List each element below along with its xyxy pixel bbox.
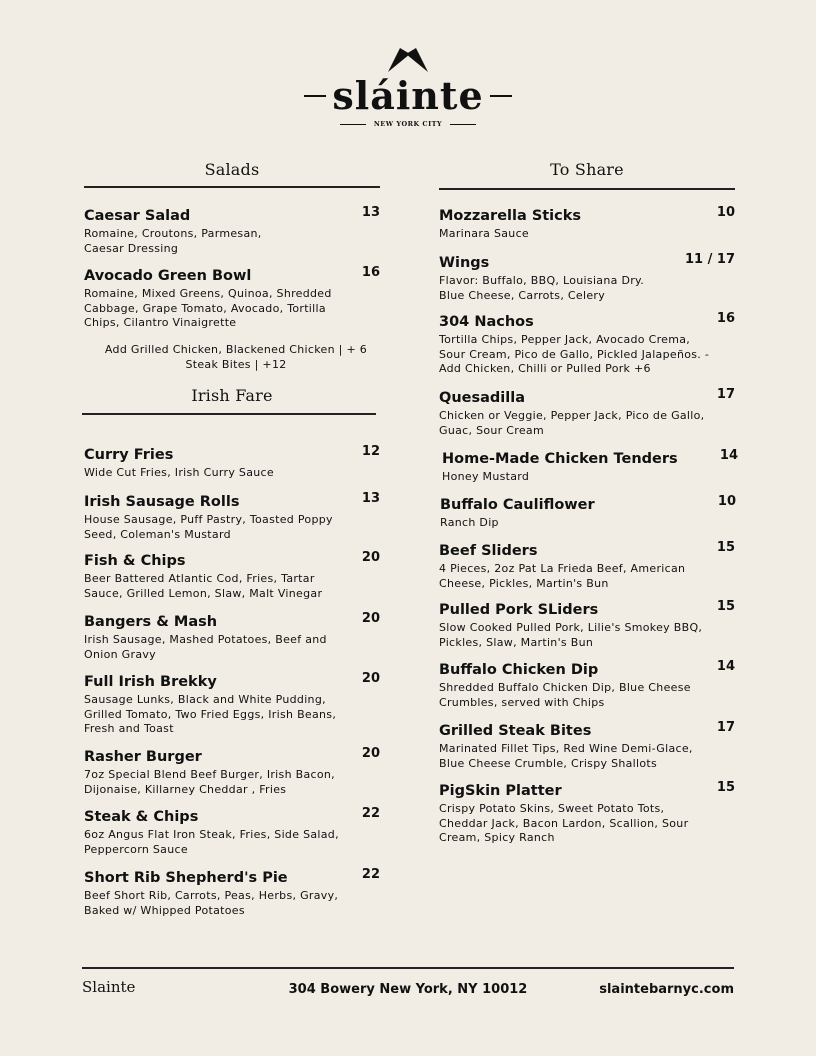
section-title-to-share: To Share	[550, 160, 624, 179]
item-name: Buffalo Cauliflower	[440, 497, 595, 513]
item-name: Buffalo Chicken Dip	[439, 662, 599, 678]
item-description: Slow Cooked Pulled Pork, Lilie's Smokey BBQ, Pickles, Slaw, Martin's Bun	[439, 621, 703, 649]
item-name: Wings	[439, 255, 490, 271]
item-name: Rasher Burger	[84, 749, 202, 765]
menu-item	[84, 808, 380, 857]
menu-item	[439, 542, 735, 591]
menu-item	[84, 552, 380, 601]
item-description: Shredded Buffalo Chicken Dip, Blue Cheese Crumbles, served with Chips	[439, 681, 691, 709]
item-price: 10	[716, 205, 735, 220]
item-price: 20	[361, 550, 380, 565]
menu-item	[442, 450, 738, 485]
item-name: Avocado Green Bowl	[84, 268, 252, 284]
item-name: Steak & Chips	[84, 809, 199, 825]
item-description: Sausage Lunks, Black and White Pudding, Grilled Tomato, Two Fried Eggs, Irish Beans, Fresh and Toast	[84, 693, 337, 735]
item-name: Full Irish Brekky	[84, 674, 217, 690]
item-description: Flavor: Buffalo, BBQ, Louisiana Dry. Blue Cheese, Carrots, Celery	[439, 274, 645, 302]
salad-addon-note: Add Grilled Chicken, Blackened Chicken | + 6 Steak Bites | +12	[104, 343, 368, 371]
item-description: Beef Short Rib, Carrots, Peas, Herbs, Gravy, Baked w/ Whipped Potatoes	[84, 889, 339, 917]
item-price: 13	[361, 205, 380, 220]
menu-item	[84, 267, 380, 331]
item-description: Chicken or Veggie, Pepper Jack, Pico de Gallo, Guac, Sour Cream	[439, 409, 705, 437]
section-divider	[82, 413, 376, 415]
footer-address: 304 Bowery New York, NY 10012	[288, 982, 528, 997]
menu-item	[440, 496, 736, 531]
menu-item	[84, 493, 380, 542]
menu-item	[84, 207, 380, 256]
item-description: Honey Mustard	[442, 470, 530, 483]
item-description: House Sausage, Puff Pastry, Toasted Poppy Seed, Coleman's Mustard	[84, 513, 333, 541]
item-name: Short Rib Shepherd's Pie	[84, 870, 288, 886]
item-name: Irish Sausage Rolls	[84, 494, 240, 510]
item-description: Tortilla Chips, Pepper Jack, Avocado Crema, Sour Cream, Pico de Gallo, Pickled Jalapeños. - Add Chicken, Chilli or Pulled Pork +6	[439, 333, 710, 375]
item-description: Ranch Dip	[440, 516, 499, 529]
right-column	[439, 0, 738, 1056]
item-name: Bangers & Mash	[84, 614, 218, 630]
menu-item	[439, 207, 735, 242]
logo-city: NEW YORK CITY	[373, 120, 443, 128]
item-name: Caesar Salad	[84, 208, 191, 224]
item-price: 14	[716, 659, 735, 674]
menu-item	[439, 601, 735, 650]
left-column	[84, 0, 380, 1056]
item-price: 14	[719, 448, 738, 463]
item-name: Beef Sliders	[439, 543, 538, 559]
item-description: 6oz Angus Flat Iron Steak, Fries, Side Salad, Peppercorn Sauce	[84, 828, 339, 856]
item-description: Wide Cut Fries, Irish Curry Sauce	[84, 466, 274, 479]
item-description: Crispy Potato Skins, Sweet Potato Tots, Cheddar Jack, Bacon Lardon, Scallion, Sour Cream, Spicy Ranch	[439, 802, 689, 844]
menu-item	[84, 748, 380, 797]
item-name: Fish & Chips	[84, 553, 186, 569]
item-price: 13	[361, 491, 380, 506]
menu-item	[84, 869, 380, 918]
item-price: 15	[716, 780, 735, 795]
item-name: 304 Nachos	[439, 314, 534, 330]
item-price: 22	[361, 867, 380, 882]
item-price: 20	[361, 611, 380, 626]
item-description: Marinated Fillet Tips, Red Wine Demi-Glace, Blue Cheese Crumble, Crispy Shallots	[439, 742, 693, 770]
item-description: 7oz Special Blend Beef Burger, Irish Bacon, Dijonaise, Killarney Cheddar , Fries	[84, 768, 335, 796]
item-price: 10	[717, 494, 736, 509]
item-price: 17	[716, 387, 735, 402]
item-price: 20	[361, 746, 380, 761]
item-price: 22	[361, 806, 380, 821]
item-description: Irish Sausage, Mashed Potatoes, Beef and Onion Gravy	[84, 633, 327, 661]
menu-item	[84, 446, 380, 481]
item-name: Curry Fries	[84, 447, 174, 463]
menu-item	[84, 673, 380, 737]
item-price: 11 / 17	[685, 252, 735, 267]
item-price: 17	[716, 720, 735, 735]
menu-item	[439, 389, 735, 438]
item-name: Home-Made Chicken Tenders	[442, 451, 678, 467]
item-name: Grilled Steak Bites	[439, 723, 592, 739]
section-title-irish-fare: Irish Fare	[191, 386, 273, 405]
menu-item	[439, 782, 735, 846]
item-name: PigSkin Platter	[439, 783, 562, 799]
menu-item	[439, 661, 735, 710]
item-description: Marinara Sauce	[439, 227, 529, 240]
footer-website-link[interactable]: slaintebarnyc.com	[599, 982, 734, 997]
logo-text: sláinte	[332, 73, 484, 118]
item-description: 4 Pieces, 2oz Pat La Frieda Beef, American Cheese, Pickles, Martin's Bun	[439, 562, 686, 590]
item-price: 12	[361, 444, 380, 459]
section-title-salads: Salads	[204, 160, 260, 179]
item-price: 16	[361, 265, 380, 280]
footer-brand: Slainte	[82, 978, 136, 996]
menu-item	[439, 254, 735, 303]
item-description: Romaine, Croutons, Parmesan, Caesar Dressing	[84, 227, 262, 255]
section-divider	[439, 188, 735, 190]
footer-divider	[82, 967, 734, 969]
section-divider	[84, 186, 380, 188]
item-name: Pulled Pork SLiders	[439, 602, 599, 618]
menu-item	[84, 613, 380, 662]
item-price: 16	[716, 311, 735, 326]
item-name: Mozzarella Sticks	[439, 208, 582, 224]
item-price: 15	[716, 599, 735, 614]
item-name: Quesadilla	[439, 390, 525, 406]
item-price: 15	[716, 540, 735, 555]
item-description: Romaine, Mixed Greens, Quinoa, Shredded Cabbage, Grape Tomato, Avocado, Tortilla Chips, Cilantro Vinaigrette	[84, 287, 332, 329]
item-price: 20	[361, 671, 380, 686]
item-description: Beer Battered Atlantic Cod, Fries, Tartar Sauce, Grilled Lemon, Slaw, Malt Vinegar	[84, 572, 323, 600]
menu-item	[439, 722, 735, 771]
menu-item	[439, 313, 735, 377]
